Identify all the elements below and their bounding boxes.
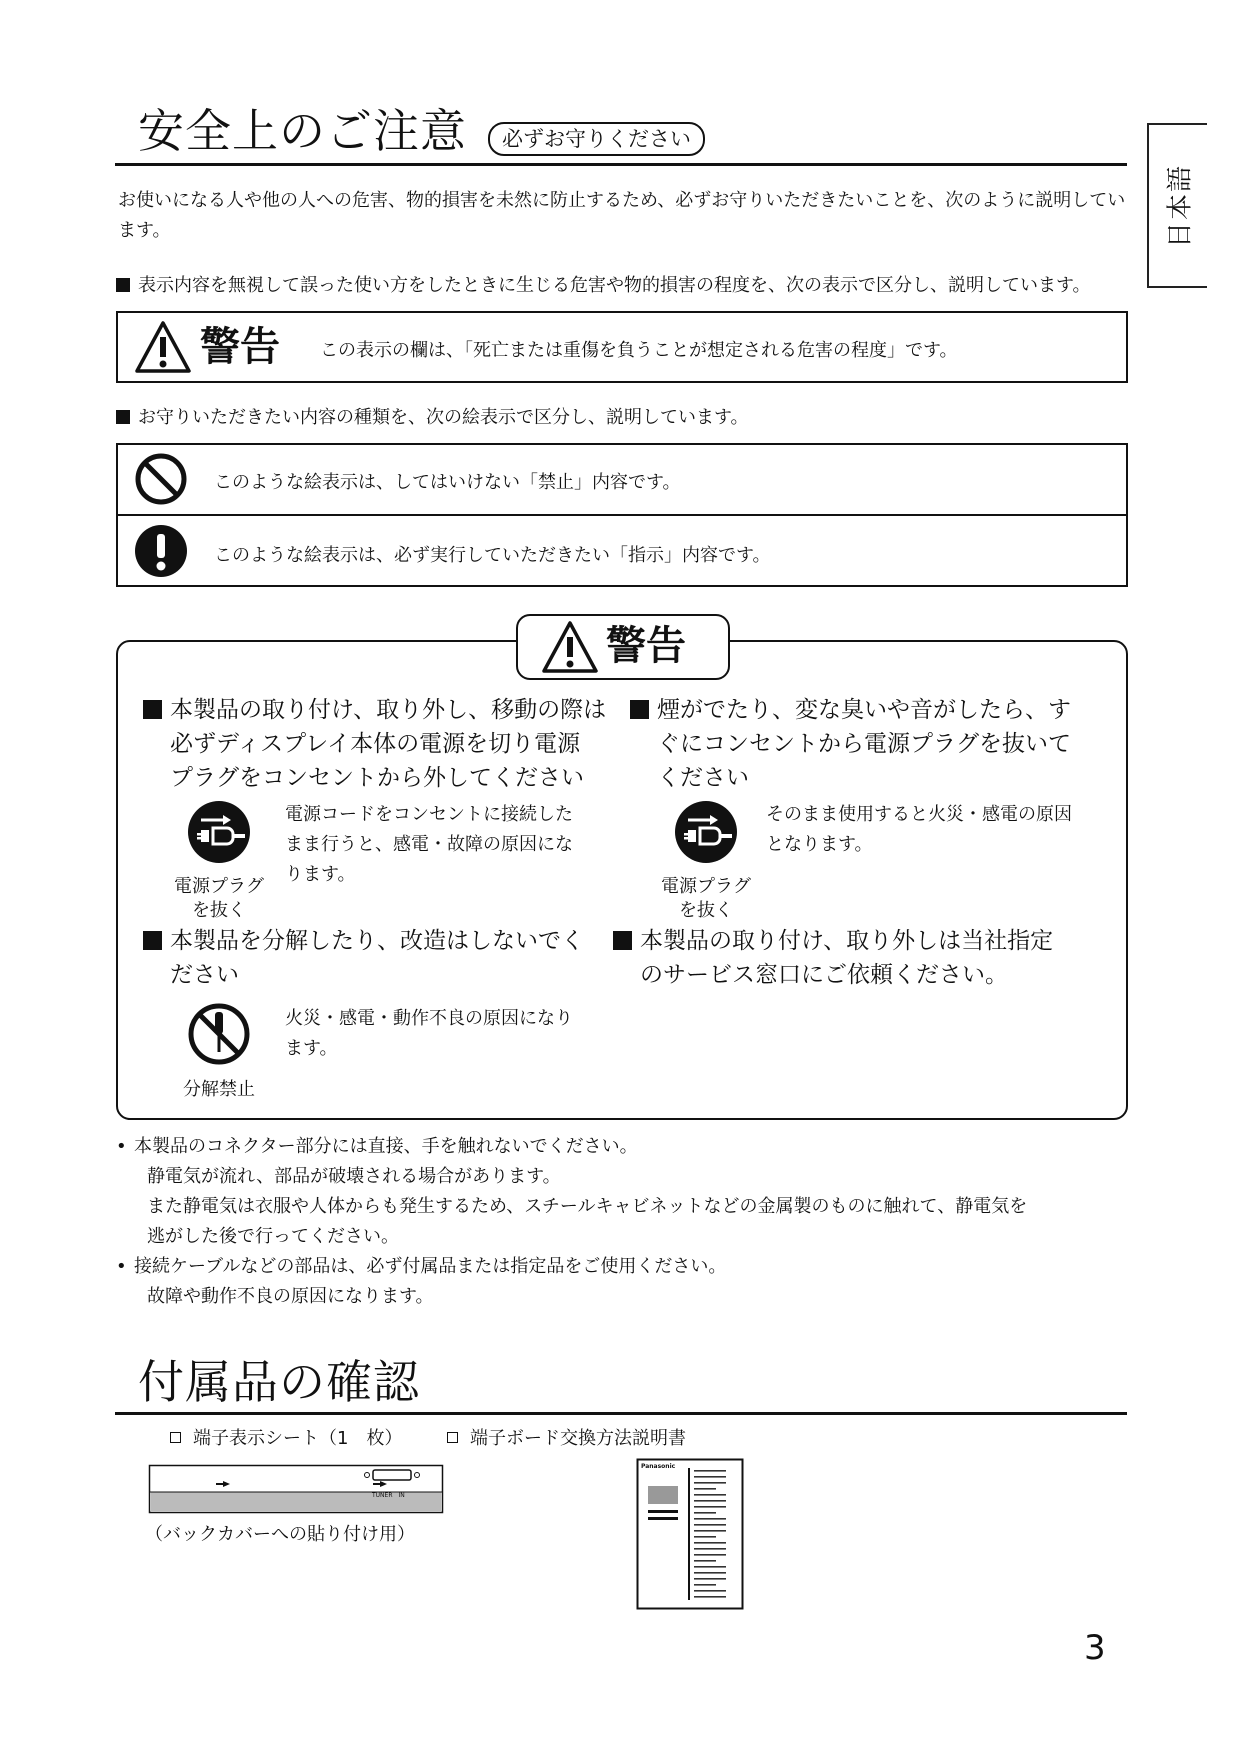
prohibited-icon <box>134 452 188 506</box>
square-bullet-icon <box>143 700 162 719</box>
manual-brand: Panasonic <box>641 1463 676 1470</box>
prohibit-text: このような絵表示は、してはいけない「禁止」内容です。 <box>214 472 681 493</box>
manual-text-line <box>694 1494 726 1496</box>
page-number: 3 <box>1084 1628 1106 1668</box>
manual-text-line <box>694 1524 726 1526</box>
square-bullet-icon <box>116 410 130 424</box>
manual-text-line <box>694 1482 726 1484</box>
must-follow-badge: 必ずお守りください <box>488 122 705 156</box>
symbols-divider <box>116 514 1128 516</box>
warning-item-4-title: 本製品の取り付け、取り外しは当社指定 のサービス窓口にご依頼ください。 <box>613 924 1053 992</box>
manual-text-line <box>694 1518 726 1520</box>
accessories-title: 付属品の確認 <box>138 1355 420 1409</box>
instruction-icon <box>134 524 188 578</box>
manual-text-line <box>694 1488 716 1490</box>
safety-title: 安全上のご注意 <box>138 104 467 158</box>
warning-label: 警告 <box>200 324 280 370</box>
manual-text-line <box>694 1542 726 1544</box>
manual-text-line <box>694 1584 716 1586</box>
bullet-dot-icon: • <box>116 1136 127 1157</box>
safety-title-rule <box>115 163 1127 166</box>
warning-triangle-icon <box>134 320 192 374</box>
warning-item-3-desc: 火災・感電・動作不良の原因になり ます。 <box>285 1008 573 1059</box>
safety-intro: お使いになる人や他の人への危害、物的損害を未然に防止するため、必ずお守りいただきたいことを、次のように説明しています。 <box>118 190 1126 241</box>
no-disassembly-label: 分解禁止 <box>183 1079 255 1100</box>
manual-text-line <box>694 1500 726 1502</box>
square-bullet-icon <box>116 278 130 292</box>
unplug-icon <box>674 800 738 864</box>
note-1: • 本製品のコネクター部分には直接、手を触れないでください。 静電気が流れ、部品が破壊される場合があります。 また静電気は衣服や人体からも発生するため、スチールキャビネットなどの金属製のものに触れて、静電気を 逃がした後で行ってください。 <box>116 1132 1027 1252</box>
accessories-title-rule <box>115 1412 1127 1415</box>
square-bullet-icon <box>143 931 162 950</box>
manual-text-line <box>694 1530 726 1532</box>
manual-text-line <box>694 1596 726 1598</box>
no-disassembly-icon <box>187 1002 251 1066</box>
warning-triangle-icon <box>541 620 599 674</box>
warning-definition-text: この表示の欄は、「死亡または重傷を負うことが想定される危害の程度」です。 <box>320 340 958 361</box>
warning-item-1-desc: 電源コードをコンセントに接続した まま行うと、感電・故障の原因にな ります。 <box>285 804 573 885</box>
severity-note: 表示内容を無視して誤った使い方をしたときに生じる危害や物的損害の程度を、次の表示で区分し、説明しています。 <box>116 271 1091 301</box>
warning-item-1-title: 本製品の取り付け、取り外し、移動の際は 必ずディスプレイ本体の電源を切り電源 プラグをコンセントから外してください <box>143 693 606 795</box>
unplug-icon-label-2: 電源プラグ を抜く <box>661 876 751 921</box>
language-tab[interactable] <box>1147 123 1207 288</box>
warning-item-3-title: 本製品を分解したり、改造はしないでく ださい <box>143 924 584 992</box>
sheet-connector-label: TUNER IN <box>372 1492 405 1499</box>
manual-text-line <box>694 1590 726 1592</box>
accessory-item-1: 端子表示シート（1 枚） <box>170 1424 402 1454</box>
manual-text-line <box>694 1506 726 1508</box>
checkbox-icon <box>447 1432 458 1443</box>
instruction-text: このような絵表示は、必ず実行していただきたい「指示」内容です。 <box>214 545 771 566</box>
manual-text-line <box>694 1560 716 1562</box>
manual-text-line <box>694 1470 726 1472</box>
unplug-icon <box>187 800 251 864</box>
warning-item-2-desc: そのまま使用すると火災・感電の原因 となります。 <box>766 804 1072 855</box>
bullet-dot-icon: • <box>116 1256 127 1277</box>
manual-text-line <box>694 1536 716 1538</box>
warning-header-label: 警告 <box>606 623 686 669</box>
manual-illustration <box>636 1458 744 1610</box>
square-bullet-icon <box>630 700 649 719</box>
warning-item-2-title: 煙がでたり、変な臭いや音がしたら、す ぐにコンセントから電源プラグを抜いて ください <box>630 693 1071 795</box>
manual-text-line <box>694 1476 726 1478</box>
manual-text-line <box>694 1512 716 1514</box>
square-bullet-icon <box>613 931 632 950</box>
note-2: • 接続ケーブルなどの部品は、必ず付属品または指定品をご使用ください。 故障や動作不良の原因になります。 <box>116 1252 726 1312</box>
accessory-item-1-caption: （バックカバーへの貼り付け用） <box>145 1524 415 1545</box>
symbols-note: お守りいただきたい内容の種類を、次の絵表示で区分し、説明しています。 <box>116 403 749 433</box>
manual-text-line <box>694 1548 726 1550</box>
manual-text-line <box>694 1554 726 1556</box>
manual-text-line <box>694 1578 726 1580</box>
language-tab-label: 日本語 <box>1165 163 1196 248</box>
accessory-item-2: 端子ボード交換方法説明書 <box>447 1424 686 1454</box>
manual-text-line <box>694 1566 726 1568</box>
manual-text-line <box>694 1572 726 1574</box>
checkbox-icon <box>170 1432 181 1443</box>
unplug-icon-label-1: 電源プラグ を抜く <box>174 876 264 921</box>
terminal-sheet-illustration <box>148 1464 444 1514</box>
